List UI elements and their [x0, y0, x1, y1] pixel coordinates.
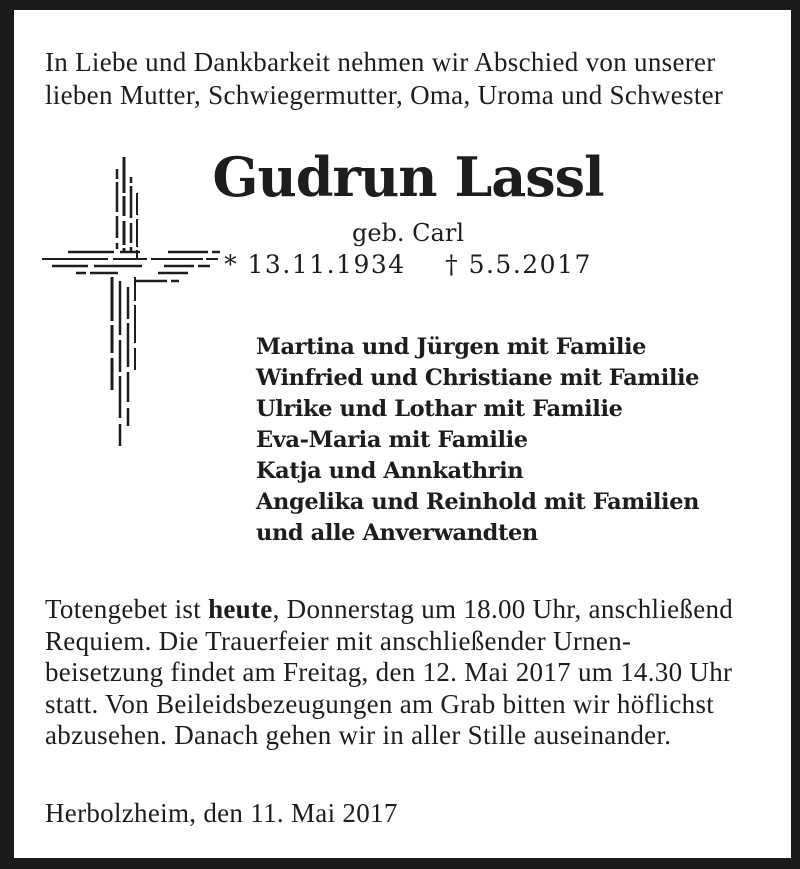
mourner-line: Katja und Annkathrin — [256, 458, 524, 484]
announcement-line1-after: , Donnerstag um 18.00 Uhr, anschließend — [272, 594, 734, 624]
mourner-line: Ulrike und Lothar mit Familie — [256, 396, 623, 422]
announcement-line1-before: Totengebet ist — [45, 594, 209, 624]
intro-line-1: In Liebe und Dankbarkeit nehmen wir Abschied von unserer — [45, 47, 716, 77]
mourner-line: Angelika und Reinhold mit Familien — [256, 489, 700, 515]
mourners-list — [256, 332, 771, 549]
mourner-line: Eva-Maria mit Familie — [256, 427, 528, 453]
obituary-sheet — [14, 10, 791, 858]
birth-date: * 13.11.1934 — [224, 250, 406, 279]
deceased-name: Gudrun Lassl — [212, 145, 604, 209]
mourner-line: Martina und Jürgen mit Familie — [256, 334, 647, 360]
death-date: † 5.5.2017 — [445, 250, 592, 279]
announcement-line1-bold: heute — [208, 594, 273, 624]
mourner-line: Winfried und Christiane mit Familie — [256, 365, 700, 391]
announcement-line — [45, 594, 771, 626]
maiden-name: geb. Carl — [351, 219, 464, 247]
announcement-line: Requiem. Die Trauerfeier mit anschließender Urnen- — [45, 625, 632, 656]
announcement-line: statt. Von Beileidsbezeugungen am Grab bitten wir höflichst — [45, 688, 715, 719]
announcement-line: abzusehen. Danach gehen wir in aller Stille auseinander. — [45, 720, 672, 750]
mourner-line: und alle Anverwandten — [256, 520, 538, 546]
place-date-line: Herbolzheim, den 11. Mai 2017 — [45, 797, 398, 828]
announcement-text — [45, 594, 771, 752]
life-dates — [45, 248, 771, 282]
announcement-line: beisetzung findet am Freitag, den 12. Mai 2017 um 14.30 Uhr — [45, 657, 733, 687]
intro-text — [45, 46, 771, 112]
intro-line-2: lieben Mutter, Schwiegermutter, Oma, Uroma und Schwester — [45, 80, 724, 110]
